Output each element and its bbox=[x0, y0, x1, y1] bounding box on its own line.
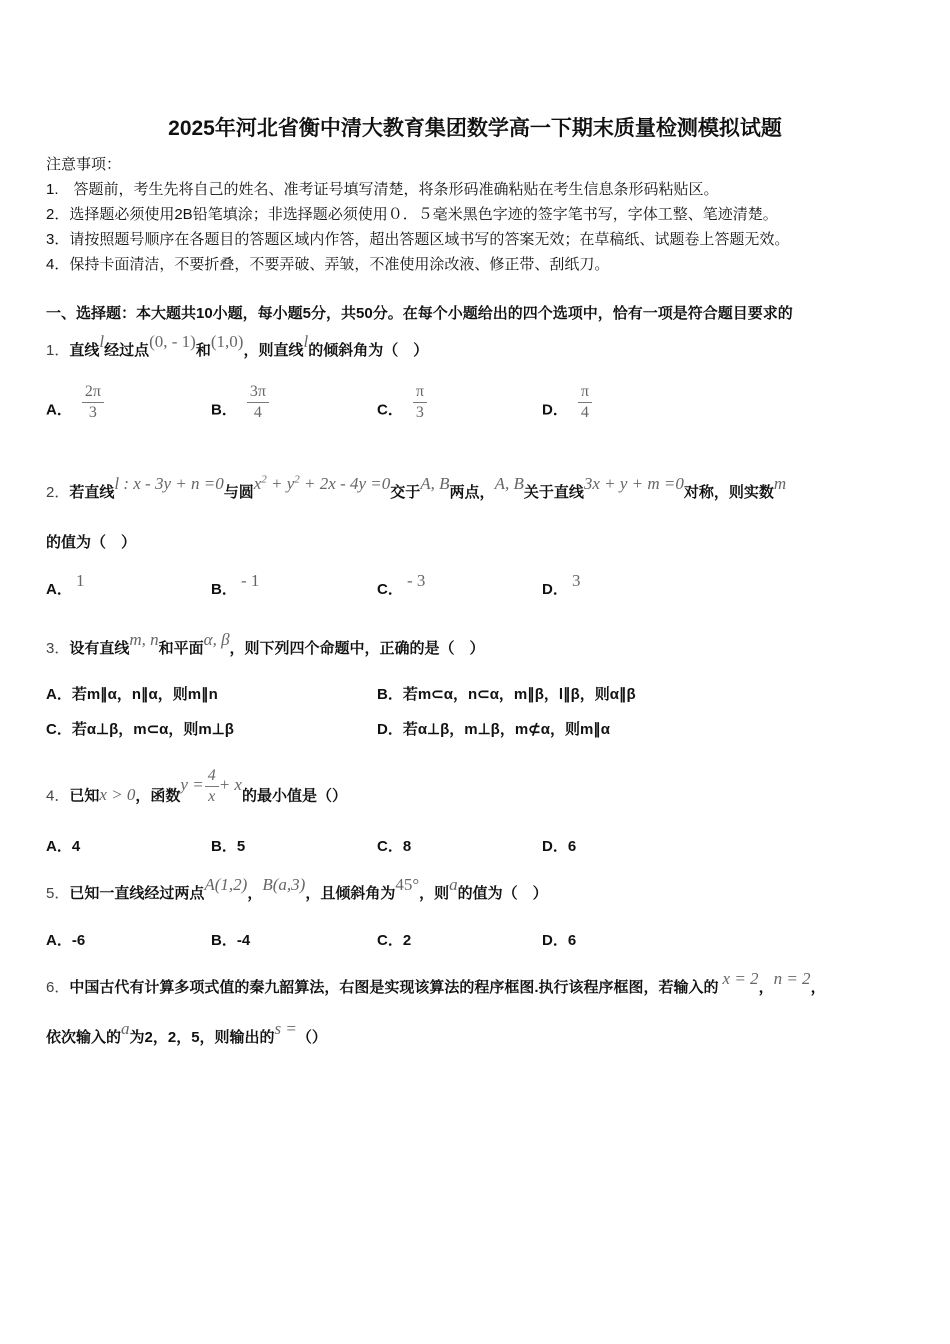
text: 的最小值是（） bbox=[241, 787, 347, 805]
notes-heading: 注意事项： bbox=[46, 156, 122, 173]
text: ，且倾斜角为 bbox=[305, 885, 396, 902]
question-number: 5． bbox=[46, 885, 70, 902]
math: l : x - 3y + n =0 bbox=[114, 474, 224, 493]
text: ，则下列四个命题中，正确的是（ ） bbox=[229, 640, 485, 657]
text: 与圆 bbox=[223, 484, 254, 501]
option-a[interactable]: A．若m∥α，n∥α，则m∥n bbox=[46, 686, 218, 703]
text: 依次输入的 bbox=[46, 1029, 122, 1046]
option-d[interactable]: D．6 bbox=[542, 838, 577, 855]
text: 若直线 bbox=[69, 484, 115, 501]
text: 设有直线 bbox=[69, 640, 130, 657]
math: a bbox=[449, 875, 458, 894]
math: 3x + y + m =0 bbox=[583, 474, 684, 493]
math: n = 2 bbox=[773, 969, 811, 988]
denominator: 4 bbox=[580, 404, 589, 421]
option-a[interactable]: A．4 bbox=[46, 838, 81, 855]
math: l bbox=[99, 332, 105, 351]
option-label: B． bbox=[211, 401, 237, 419]
option-label: D． bbox=[542, 401, 568, 419]
note-item: 1. 答题前，考生先将自己的姓名、准考证号填写清楚，将条形码准确粘贴在考生信息条形码粘贴区。 bbox=[46, 181, 719, 198]
text: ， bbox=[247, 885, 263, 902]
fraction bbox=[247, 382, 269, 423]
numerator: 2π bbox=[82, 382, 104, 403]
math: s = bbox=[274, 1019, 297, 1038]
section-heading: 一、选择题：本大题共10小题，每小题5分，共50分。在每个小题给出的四个选项中，恰有一项是符合题目要求的 bbox=[46, 305, 793, 322]
math: A, B bbox=[494, 474, 524, 493]
option-b[interactable]: B．-4 bbox=[211, 932, 251, 949]
math: - 1 bbox=[241, 571, 260, 590]
math: + x bbox=[218, 775, 242, 795]
math-part: + y bbox=[266, 474, 295, 493]
question-number: 6． bbox=[46, 979, 70, 996]
text: 关于直线 bbox=[523, 484, 584, 501]
fraction bbox=[413, 382, 427, 423]
option-label: A． bbox=[46, 581, 72, 598]
math: x > 0 bbox=[99, 785, 136, 805]
text: 直线 bbox=[69, 342, 100, 359]
text: 两点， bbox=[449, 484, 495, 501]
math: B(a,3) bbox=[262, 875, 306, 894]
math: - 3 bbox=[407, 571, 426, 590]
question-2-line-2: 的值为（ ） bbox=[46, 534, 137, 551]
question-6-line-2 bbox=[46, 1019, 327, 1047]
text: ，则 bbox=[419, 885, 450, 902]
option-d[interactable]: D．6 bbox=[542, 932, 577, 949]
text: （） bbox=[296, 1029, 327, 1046]
math: y = bbox=[180, 775, 204, 795]
denominator: 4 bbox=[253, 404, 262, 421]
question-4 bbox=[46, 767, 347, 817]
text: ， bbox=[758, 979, 774, 996]
option-label: D． bbox=[542, 581, 568, 598]
option-d[interactable] bbox=[542, 383, 592, 431]
page-title: 2025年河北省衡中清大教育集团数学高一下期末质量检测模拟试题 bbox=[168, 117, 782, 140]
math: a bbox=[121, 1019, 130, 1038]
fraction bbox=[82, 382, 104, 423]
note-item: 3．请按照题号顺序在各题目的答题区域内作答，超出答题区域书写的答案无效；在草稿纸、试题卷上答题无效。 bbox=[46, 231, 790, 248]
option-a[interactable]: A．-6 bbox=[46, 932, 86, 949]
text: 的值为（ ） bbox=[457, 885, 548, 902]
text: 的倾斜角为（ ） bbox=[308, 342, 429, 359]
text: 和 bbox=[195, 342, 211, 359]
text: 和平面 bbox=[158, 640, 204, 657]
numerator: 4 bbox=[205, 766, 219, 787]
question-6 bbox=[46, 969, 826, 997]
question-number: 3． bbox=[46, 640, 70, 657]
text: ， bbox=[810, 979, 826, 996]
math: (0, - 1) bbox=[149, 332, 196, 351]
text: 交于 bbox=[390, 484, 421, 501]
option-c[interactable] bbox=[377, 383, 427, 431]
math-part: + 2x - 4y =0 bbox=[299, 474, 391, 493]
option-label: C． bbox=[377, 581, 403, 598]
question-number: 4． bbox=[46, 787, 70, 805]
option-b[interactable] bbox=[211, 383, 269, 431]
math: m bbox=[773, 474, 787, 493]
question-number: 1． bbox=[46, 342, 70, 359]
numerator: 3π bbox=[247, 382, 269, 403]
exponent: 2 bbox=[294, 473, 300, 486]
denominator: 3 bbox=[415, 404, 424, 421]
option-c[interactable]: C．若α⊥β，m⊂α，则m⊥β bbox=[46, 721, 234, 738]
math: l bbox=[303, 332, 309, 351]
option-b[interactable]: B．5 bbox=[211, 838, 246, 855]
option-b[interactable] bbox=[211, 571, 260, 599]
math: (1,0) bbox=[210, 332, 244, 351]
math: x = 2 bbox=[722, 969, 759, 988]
text: 对称，则实数 bbox=[683, 484, 774, 501]
option-d[interactable]: D．若α⊥β，m⊥β，m⊄α，则m∥α bbox=[377, 721, 611, 738]
option-label: C． bbox=[377, 401, 403, 419]
text: 已知一直线经过两点 bbox=[69, 885, 205, 902]
math: m, n bbox=[129, 630, 159, 649]
text: 为2，2，5，则输出的 bbox=[129, 1029, 275, 1046]
fraction bbox=[205, 766, 219, 807]
math: A(1,2) bbox=[204, 875, 248, 894]
option-a[interactable] bbox=[46, 383, 104, 431]
option-label: B． bbox=[211, 581, 237, 598]
question-number: 2． bbox=[46, 484, 70, 501]
denominator: 3 bbox=[88, 404, 97, 421]
math: 3 bbox=[572, 571, 581, 590]
math: 45° bbox=[395, 875, 420, 894]
option-c[interactable]: C．8 bbox=[377, 838, 412, 855]
math: α, β bbox=[203, 630, 230, 649]
text: 中国古代有计算多项式值的秦九韶算法，右图是实现该算法的程序框图.执行该程序框图，若输入的 bbox=[69, 979, 719, 996]
denominator: x bbox=[208, 788, 216, 805]
math: A, B bbox=[420, 474, 450, 493]
question-2 bbox=[46, 473, 787, 502]
option-b[interactable]: B．若m⊂α，n⊂α，m∥β，l∥β，则α∥β bbox=[377, 686, 636, 703]
question-3 bbox=[46, 630, 485, 658]
math-part: x bbox=[253, 474, 262, 493]
question-5 bbox=[46, 875, 548, 903]
math: 1 bbox=[76, 571, 85, 590]
text: 已知 bbox=[69, 787, 100, 805]
option-c[interactable] bbox=[377, 571, 426, 599]
option-c[interactable]: C．2 bbox=[377, 932, 412, 949]
option-a[interactable] bbox=[46, 571, 85, 599]
question-1 bbox=[46, 332, 429, 360]
text: 经过点 bbox=[104, 342, 150, 359]
option-d[interactable] bbox=[542, 571, 581, 599]
math bbox=[254, 474, 391, 493]
text: ，则直线 bbox=[243, 342, 304, 359]
text: ，函数 bbox=[135, 787, 181, 805]
fraction bbox=[578, 382, 592, 423]
option-label: A． bbox=[46, 401, 72, 419]
note-item: 2．选择题必须使用2B铅笔填涂；非选择题必须使用０．５毫米黑色字迹的签字笔书写，字体工整、笔迹清楚。 bbox=[46, 206, 778, 223]
exponent: 2 bbox=[261, 473, 267, 486]
numerator: π bbox=[578, 382, 592, 403]
numerator: π bbox=[413, 382, 427, 403]
note-item: 4．保持卡面清洁，不要折叠，不要弄破、弄皱，不准使用涂改液、修正带、刮纸刀。 bbox=[46, 256, 610, 273]
